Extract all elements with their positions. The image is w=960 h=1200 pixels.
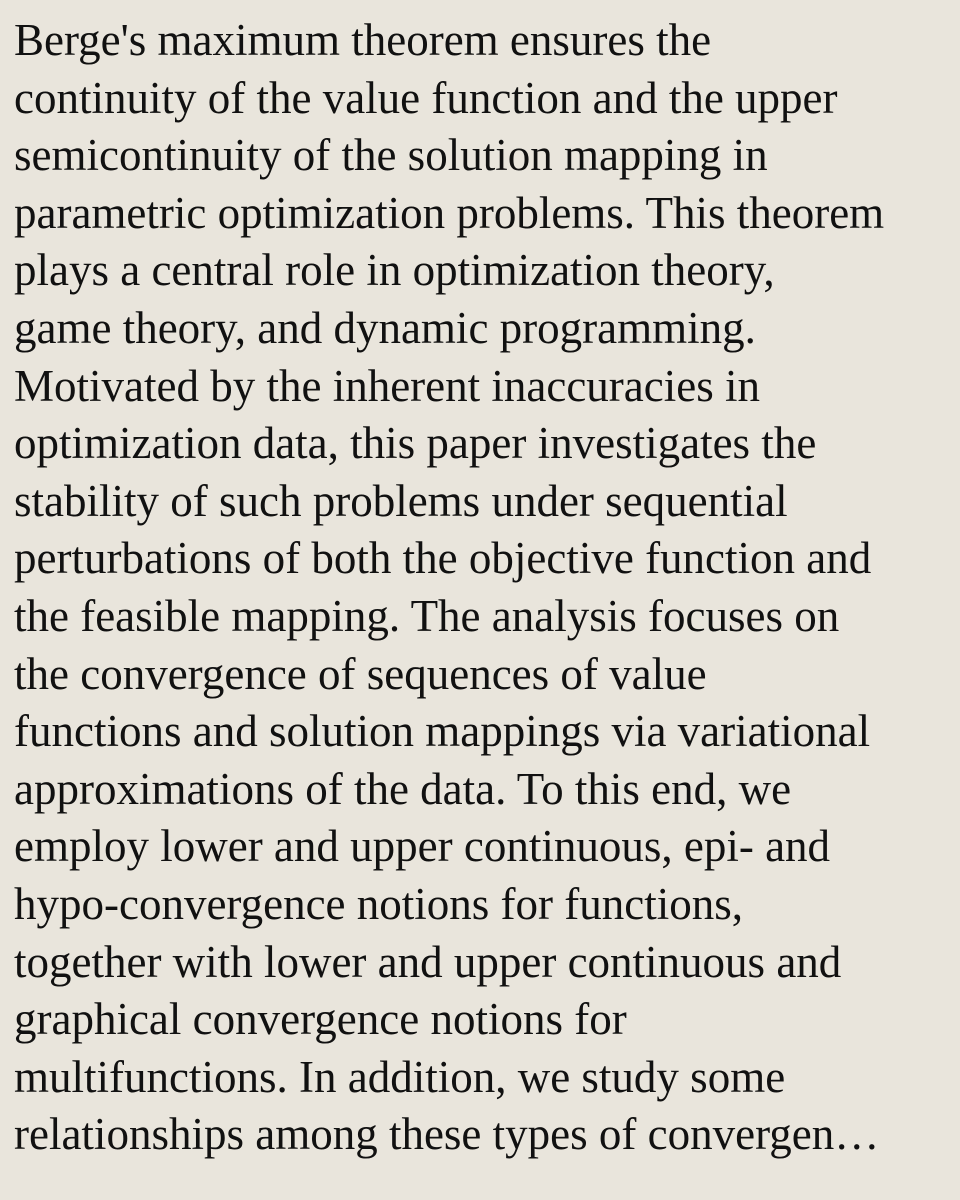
abstract-text — [14, 12, 950, 1164]
text-line: perturbations of both the objective function and — [14, 533, 872, 584]
text-line: the convergence of sequences of value — [14, 648, 707, 699]
text-line: together with lower and upper continuous and — [14, 936, 842, 987]
text-line: graphical convergence notions for — [14, 994, 627, 1045]
text-line: multifunctions. In addition, we study some — [14, 1051, 786, 1102]
text-line: semicontinuity of the solution mapping in — [14, 130, 768, 181]
text-line: functions and solution mappings via variational — [14, 706, 871, 757]
text-line: plays a central role in optimization theory, — [14, 245, 775, 296]
text-line: employ lower and upper continuous, epi- and — [14, 821, 831, 872]
text-line: relationships among these types of convergen… — [14, 1109, 880, 1160]
text-line: approximations of the data. To this end, we — [14, 763, 792, 814]
text-line: game theory, and dynamic programming. — [14, 302, 756, 353]
text-line: Berge's maximum theorem ensures the — [14, 15, 712, 65]
text-line: optimization data, this paper investigates the — [14, 418, 817, 469]
text-line: Motivated by the inherent inaccuracies in — [14, 360, 760, 411]
text-line: the feasible mapping. The analysis focuses on — [14, 590, 840, 641]
text-line: stability of such problems under sequential — [14, 475, 788, 526]
text-line: parametric optimization problems. This theorem — [14, 187, 885, 238]
text-line: continuity of the value function and the upper — [14, 72, 838, 123]
text-line: hypo-convergence notions for functions, — [14, 878, 743, 929]
